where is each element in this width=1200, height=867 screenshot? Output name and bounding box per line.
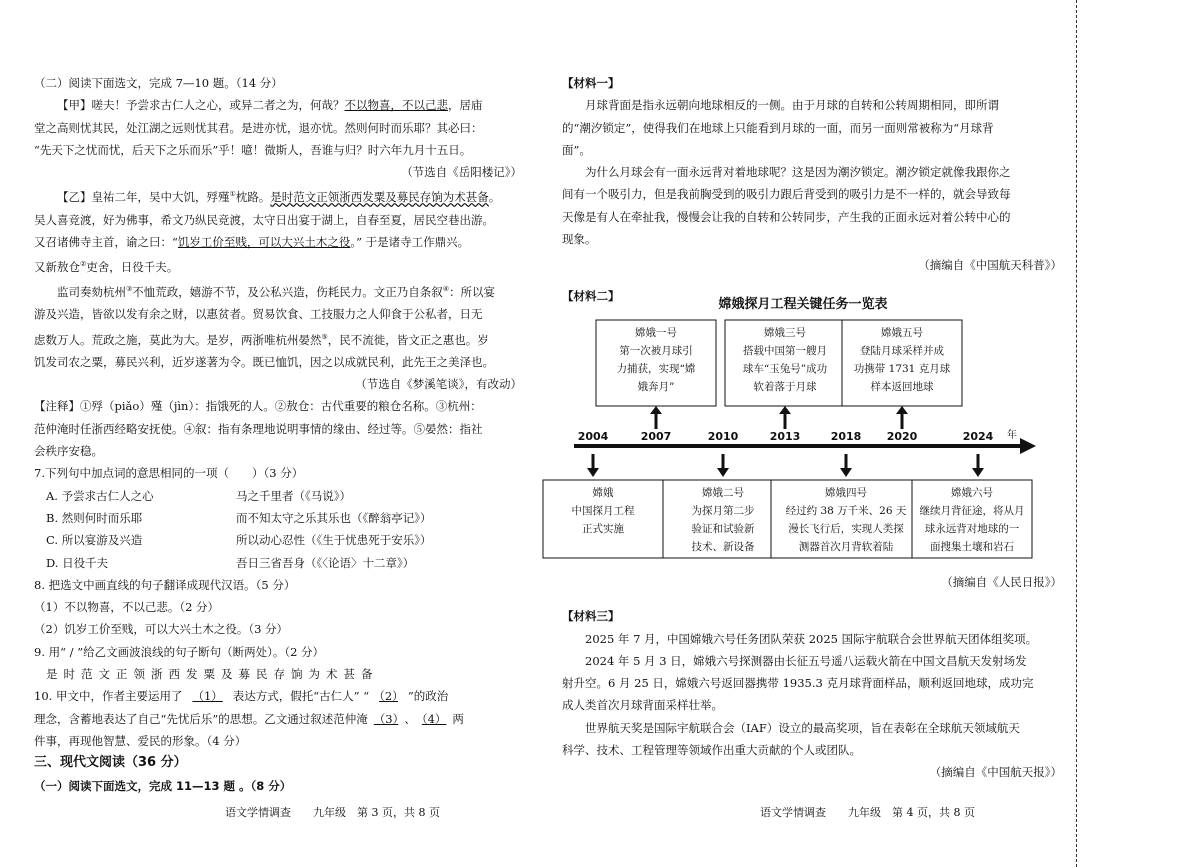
m3-line-1: 2025 年 7 月，中国嫦娥六号任务团队荣获 2025 国际宇航联合会世界航天团体组奖项。 [585,631,1038,646]
question-10-line-1: 10. 甲文中，作者主要运用了 （1） 表达方式，假托“古仁人” “ （2） ”的政治 [34,689,449,704]
year-tick-label-2024: 2024 [962,430,994,443]
above-event-text-2013-0: 嫦娥三号 [764,327,806,339]
m1-line-2: 的“潮汐锁定”，使得我们在地球上只能看到月球的一面，而另一面则常被称为“月球背 [562,120,994,135]
jia-line-2: 堂之高则忧其民，处江湖之远则忧其君。是进亦忧，退亦忧。然则何时而乐耶？其必曰： [34,120,483,135]
yi-source: （节选自《梦溪笔谈》，有改动） [355,377,522,392]
above-event-text-2020-1: 登陆月球采样并成 [860,345,944,357]
q10-blank-2: （2） [379,689,398,704]
below-event-text-2004-2: 正式实施 [582,523,624,535]
above-event-text-2007-0: 嫦娥一号 [635,327,677,339]
yi-line-2: 吴人喜竞渡，好为佛事，希文乃纵民竞渡，太守日出宴于湖上，自春至夏，居民空巷出游。 [34,212,494,227]
below-event-text-2018-3: 测器首次月背软着陆 [798,541,894,553]
m1-source: （摘编自《中国航天科普》） [918,258,1062,273]
m3-line-5: 世界航天奖是国际宇航联合会（IAF）设立的最高奖项，旨在表彰在全球航天领域航天 [585,720,1020,735]
section-3-heading: 三、现代文阅读（36 分） [34,755,187,771]
above-connector-head-2020 [896,406,908,414]
question-10-line-2: 理念，含蓄地表达了自己“先忧后乐”的思想。乙文通过叙述范仲淹 （3） 、 （4） 两 [34,711,464,726]
yi-line-7: 虑数万人。荒政之施，莫此为大。是岁，两浙唯杭州晏然⑤，民不流徙，皆文正之惠也。岁 [34,332,489,347]
below-event-text-2010-1: 为探月第二步 [691,505,755,517]
below-event-text-2010-0: 嫦娥二号 [702,487,744,499]
jia-line-3: “先天下之忧而忧，后天下之乐而乐”乎！噫！微斯人，吾谁与归？时六年九月十五日。 [34,142,472,157]
m3-line-6: 科学、技术、工程管理等领域作出重大贡献的个人或团队。 [562,743,861,758]
yi-line-1: 【乙】皇祐二年，吴中大饥，殍殣①枕路。是时范文正领浙西发粟及募民存饷为术甚备。 [57,190,501,205]
year-tick-label-2020: 2020 [886,430,918,443]
material-3-label: 【材料三】 [562,609,620,624]
q9-sentence: 是时范文正领浙西发粟及募民存饷为术甚备 [46,667,379,682]
axis-unit-label: 年 [1007,430,1017,441]
yi-line-8: 饥发司农之粟，募民兴利，近岁遂著为令。既已恤饥，因之以成就民利，此先王之美泽也。 [34,354,494,369]
question-8: 8. 把选文中画直线的句子翻译成现代汉语。（5 分） [34,577,296,592]
note-line-3: 会秩序安稳。 [34,444,103,459]
question-10-line-3: 件事，再现他智慧、爱民的形象。（4 分） [34,733,247,748]
right-page-lower [562,571,1062,784]
below-event-text-2024-1: 继续月背征途，将从月 [919,505,1025,517]
year-tick-label-2010: 2010 [707,430,739,443]
left-footer: 语文学情调查 九年级 第 3 页，共 8 页 [225,806,440,819]
left-page [34,72,522,797]
above-event-text-2013-1: 搭载中国第一艘月 [743,345,827,357]
note-line-1: 【注释】①殍（piǎo）殣（jìn）：指饿死的人。②敖仓：古代重要的粮仓名称。③杭州： [34,399,482,414]
yi-line-6: 游及兴造，皆欲以发有余之财，以惠贫者。贸易饮食、工技服力之人仰食于公私者，日无 [34,307,483,322]
timeline-arrowhead [1020,438,1036,454]
below-connector-head-2018 [840,468,852,477]
below-event-text-2018-0: 嫦娥四号 [825,487,867,499]
section-heading: （二）阅读下面选文，完成 7—10 题。（14 分） [34,76,283,90]
above-event-text-2020-3: 样本返回地球 [870,381,934,393]
below-event-text-2024-3: 面搜集土壤和岩石 [930,541,1014,553]
below-event-text-2004-1: 中国探月工程 [571,505,635,517]
above-event-text-2013-3: 软着落于月球 [753,381,817,393]
q10-blank-4: （4） [421,711,447,726]
below-connector-head-2024 [972,468,984,477]
note-line-2: 范仲淹时任浙西经略安抚使。④叙：指有条理地说明事情的缘由、经过等。⑤晏然：指社 [34,421,483,436]
below-connector-head-2004 [587,468,599,477]
m1-line-3: 面”。 [562,142,591,157]
below-event-text-2010-3: 技术、新设备 [691,541,755,553]
year-tick-label-2004: 2004 [577,430,609,443]
q10-blank-3: （3） [373,711,399,726]
below-connector-head-2010 [717,468,729,477]
year-tick-label-2007: 2007 [640,430,672,443]
fold-line [1076,0,1077,867]
below-event-text-2018-2: 漫长飞行后，实现人类探 [788,523,904,535]
q7-option-d: D. 日役千夫 吾日三省吾身（《〈论语〉十二章》） [46,555,415,570]
yi-line-5: 监司奏劾杭州③不恤荒政，嬉游不节，及公私兴造，伤耗民力。文正乃自条叙④：所以宴 [57,285,496,300]
m3-source: （摘编自《中国航天报》） [929,765,1062,780]
question-7: 7.下列句中加点词的意思相同的一项（ ）（3 分） [34,466,304,481]
m2-source: （摘编自《人民日报》） [941,575,1062,589]
yi-line-4: 又新敖仓②吏舍，日役千夫。 [34,260,179,275]
right-footer: 语文学情调查 九年级 第 4 页，共 8 页 [760,806,975,819]
year-tick-label-2018: 2018 [830,430,862,443]
q7-option-a: A. 予尝求古仁人之心 马之千里者（《马说》） [46,488,351,503]
q7-option-b: B. 然则何时而乐耶 而不知太守之乐其乐也（《醉翁亭记》） [46,510,432,525]
jia-source: （节选自《岳阳楼记》） [401,165,522,180]
timeline-title: 嫦娥探月工程关键任务一览表 [718,297,888,312]
material-2-label: 【材料二】 [562,288,620,303]
below-event-text-2010-2: 验证和试验新 [691,523,755,535]
m1-line-1: 月球背面是指永远朝向地球相反的一侧。由于月球的自转和公转周期相同，即所谓 [585,98,999,113]
jia-line-1: 【甲】嗟夫！予尝求古仁人之心，或异二者之为，何哉？不以物喜，不以己悲，居庙 [57,98,483,113]
above-event-text-2007-3: 娥奔月” [637,381,675,393]
above-event-text-2007-2: 力捕获，实现“嫦 [616,363,696,375]
below-event-text-2024-0: 嫦娥六号 [951,487,993,499]
q8-part-2: （2）饥岁工价至贱，可以大兴土木之役。（3 分） [34,622,289,637]
above-event-text-2020-2: 功携带 1731 克月球 [853,363,951,375]
question-9: 9. 用“ / ”给乙文画波浪线的句子断句（断两处）。（2 分） [34,644,325,659]
above-event-text-2007-1: 第一次被月球引 [619,345,693,357]
q8-part-1: （1）不以物喜，不以己悲。（2 分） [34,600,220,615]
m1-line-4: 为什么月球会有一面永远背对着地球呢？这是因为潮汐锁定。潮汐锁定就像我跟你之 [585,165,1011,180]
year-tick-label-2013: 2013 [769,430,801,443]
above-connector-head-2013 [779,406,791,414]
material-1-label: 【材料一】 [562,76,620,90]
above-event-text-2020-0: 嫦娥五号 [881,327,923,339]
m1-line-6: 天像是有人在牵扯我，慢慢会让我的自转和公转同步，产生我的正面永远对着公转中心的 [562,209,1011,224]
right-page [562,72,1062,307]
m3-line-4: 成人类首次月球背面采样壮举。 [562,698,723,713]
q10-blank-1: （1） [192,689,223,704]
above-connector-head-2007 [650,406,662,414]
timeline-diagram [538,290,1068,580]
yi-line-3: 又召诸佛寺主首，谕之曰：“饥岁工价至贱，可以大兴土木之役。” 于是诸寺工作鼎兴。 [34,234,470,249]
m1-line-5: 间有一个吸引力，但是我前胸受到的吸引力跟后背受到的吸引力是不一样的，就会导致每 [562,187,1011,202]
below-event-text-2004-0: 嫦娥 [592,487,614,499]
above-event-text-2013-2: 球车“玉兔号”成功 [742,363,828,375]
below-event-text-2024-2: 球永远背对地球的一 [924,523,1020,535]
section-3-subheading: （一）阅读下面选文，完成 11—13 题 。（8 分） [34,778,292,793]
below-event-text-2018-1: 经过约 38 万千米、26 天 [785,505,907,517]
q7-option-c: C. 所以宴游及兴造 所以动心忍性（《生于忧患死于安乐》） [46,533,432,548]
m3-line-3: 射升空。6 月 25 日，嫦娥六号返回器携带 1935.3 克月球背面样品，顺利返回地球，成功完 [562,676,1034,691]
m3-line-2: 2024 年 5 月 3 日，嫦娥六号探测器由长征五号遥八运载火箭在中国文昌航天发射场发 [585,653,1027,668]
m1-line-7: 现象。 [562,232,597,247]
